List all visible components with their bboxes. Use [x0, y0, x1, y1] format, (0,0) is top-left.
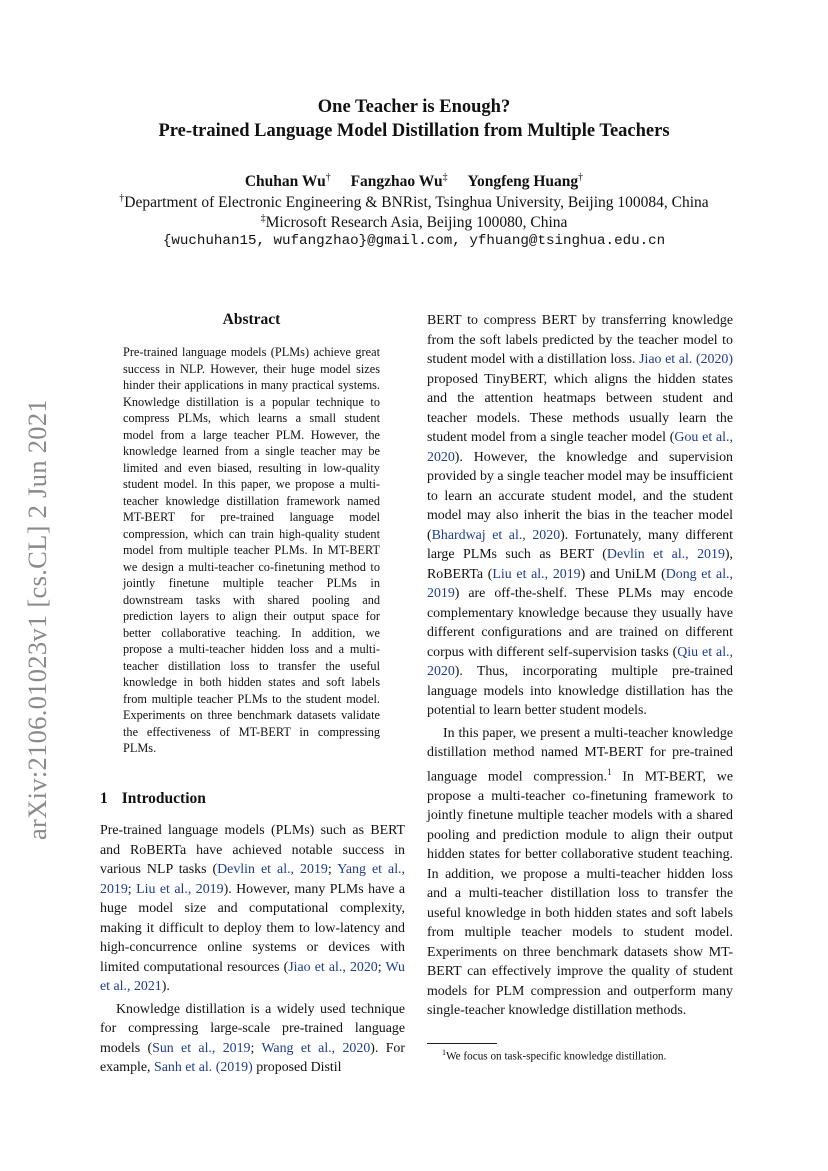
arxiv-stamp[interactable]: arXiv:2106.01023v1 [cs.CL] 2 Jun 2021: [22, 399, 52, 840]
citation-link[interactable]: Sanh et al. (2019): [154, 1060, 253, 1075]
citation-link[interactable]: Devlin et al., 2019: [217, 862, 328, 877]
citation-link[interactable]: Wang et al., 2020: [261, 1040, 371, 1056]
author: Fangzhao Wu‡: [350, 172, 448, 191]
paragraph: Pre-trained language models (PLMs) such as BERT and RoBERTa have achieved notable success in various NLP tasks (Devlin et al., 2019; Yang et al., 2019; Liu et al., 2019). However, many PLMs have a huge model size and computational complexity, making it difficult to deploy them to low-latency and high-concurrence online systems or devices with limited computational resources (Jiao et al., 2020; Wu et al., 2021).: [100, 823, 405, 994]
footnote-marker[interactable]: 1: [607, 766, 612, 777]
citation-link[interactable]: Sun et al., 2019: [152, 1040, 251, 1056]
citation-link[interactable]: Devlin et al., 2019: [606, 547, 725, 562]
citation-link[interactable]: Gou et al., 2020: [427, 430, 733, 465]
abstract-text: Pre-trained language models (PLMs) achieve great success in NLP. However, their huge model sizes hinder their applications in many practical systems. Knowledge distillation is a popular technique to compress PLMs, which learns a small student model from a large teacher PLM. However, the knowledge learned from a single teacher may be limited and even biased, resulting in low-quality student model. In this paper, we propose a multi-teacher knowledge distillation framework named MT-BERT for pre-trained language model compression, which can train high-quality student model from multiple teacher PLMs. In MT-BERT we design a multi-teacher co-finetuning method to jointly finetune multiple teacher PLMs in downstream tasks with shared pooling and prediction layers to align their output space for better collaborative teaching. In addition, we propose a multi-teacher hidden loss and a multi-teacher distillation loss to transfer the useful knowledge in both hidden states and soft labels from multiple teacher PLMs to the student model. Experiments on three benchmark datasets validate the effectiveness of MT-BERT in compressing PLMs.: [123, 345, 380, 755]
citation-link[interactable]: Wu et al., 2021: [100, 959, 405, 994]
citation-link[interactable]: Liu et al., 2019: [492, 566, 581, 582]
author: Chuhan Wu†: [244, 172, 331, 191]
author: Yongfeng Huang†: [467, 172, 584, 191]
citation-link[interactable]: Bhardwaj et al., 2020: [431, 527, 561, 543]
paragraph: In this paper, we present a multi-teacher knowledge distillation method named MT-BERT for pre-trained language model compression.$^1$ In MT-BERT, we propose a multi-teacher co-finetuning framework to jointly finetune multiple teacher models with a shared pooling and prediction module to align their output hidden states for better collaborative student teaching. In addition, we propose a multi-teacher hidden loss and a multi-teacher distillation loss to transfer the useful knowledge in both hidden states and soft labels from multiple teacher models to student model. Experiments on three benchmark datasets show MT-BERT can effectively improve the quality of student models for PLM compression and outperform many single-teacher knowledge distillation methods.: [427, 725, 733, 1019]
paragraph: Knowledge distillation is a widely used technique for compressing large-scale pre-trained language models (Sun et al., 2019; Wang et al., 2020). For example, Sanh et al. (2019) proposed Distil: [100, 1001, 405, 1075]
author-list: [0, 172, 828, 191]
citation-link[interactable]: Yang et al., 2019: [100, 862, 405, 897]
paragraph: BERT to compress BERT by transferring knowledge from the soft labels predicted by the teacher model to student model with a distillation loss. Jiao et al. (2020) proposed TinyBERT, which aligns the hidden states and the attention heatmaps between student and teacher models. These methods usually learn the student model from a single teacher model (Gou et al., 2020). However, the knowledge and supervision provided by a single teacher model may be insufficient to learn an accurate student model, and the student model may also inherit the bias in the teacher model (Bhardwaj et al., 2020). Fortunately, many different large PLMs such as BERT (Devlin et al., 2019), RoBERTa (Liu et al., 2019) and UniLM (Dong et al., 2019) are off-the-shelf. These PLMs may encode complementary knowledge because they usually have different configurations and are trained on different corpus with different self-supervision tasks (Qiu et al., 2020). Thus, incorporating multiple pre-trained language models into knowledge distillation has the potential to learn better student models.: [427, 313, 734, 718]
affiliation: †Department of Electronic Engineering & BNRist, Tsinghua University, Beijing 100084, China: [119, 193, 709, 212]
title-line-1: One Teacher is Enough?: [317, 97, 511, 117]
footnote-rule: [427, 1043, 497, 1044]
footnote: $^1$We focus on task-specific knowledge distillation.: [442, 1048, 667, 1063]
citation-link[interactable]: Jiao et al. (2020): [639, 352, 733, 367]
right-column-body: [427, 311, 733, 1021]
paper-title: [0, 95, 828, 143]
citation-link[interactable]: Dong et al., 2019: [427, 566, 733, 601]
author-emails: {wuchuhan15, wufangzhao}@gmail.com, yfhuang@tsinghua.edu.cn: [162, 233, 666, 249]
title-line-2: Pre-trained Language Model Distillation from Multiple Teachers: [158, 121, 670, 141]
affiliation: ‡Microsoft Research Asia, Beijing 100080, China: [260, 213, 568, 232]
abstract-heading: Abstract: [222, 311, 281, 328]
citation-link[interactable]: Qiu et al., 2020: [427, 644, 734, 679]
citation-link[interactable]: Jiao et al., 2020: [288, 959, 378, 975]
section-heading-introduction: 1 Introduction: [100, 790, 206, 807]
left-column-body: [100, 821, 405, 1078]
citation-link[interactable]: Liu et al., 2019: [136, 881, 224, 897]
